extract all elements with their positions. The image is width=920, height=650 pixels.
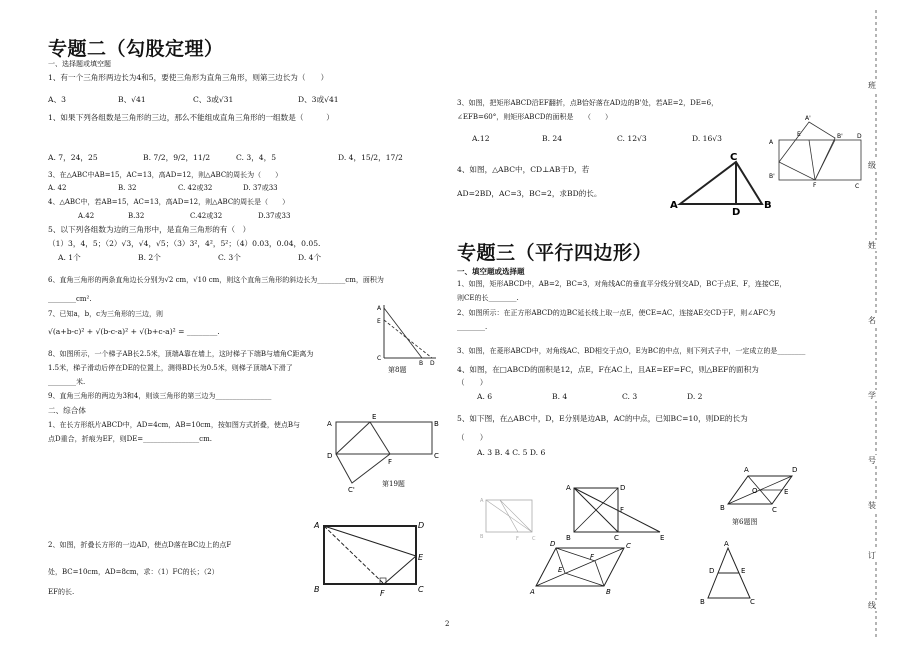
svg-text:E: E — [660, 534, 665, 542]
option: B. 32 — [118, 184, 137, 192]
svg-text:E: E — [558, 566, 563, 574]
left-q2: 1、如果下列各组数是三角形的三边，那么不能组成直角三角形的一组数是（ ） — [48, 113, 334, 122]
left-q6-second-line: ________cm². — [48, 295, 92, 303]
svg-text:A: A — [744, 466, 749, 474]
option: B.32 — [128, 212, 145, 220]
svg-text:D: D — [709, 567, 715, 575]
rhombus-figure — [720, 462, 804, 524]
option: B. 7/2，9/2，11/2 — [143, 153, 211, 162]
option: C. 3 — [622, 392, 638, 401]
svg-text:D: D — [430, 360, 435, 367]
right-p1-line1: 1、如图，矩形ABCD中，AB=2，BC=3，对角线AC的垂直平分线分别交AD，BC于点E、F，连接CE， — [457, 280, 787, 288]
fig8-caption: 第8题 — [388, 366, 407, 374]
svg-text:B': B' — [769, 173, 775, 180]
parallelogram-figure — [528, 540, 634, 594]
svg-text:F: F — [388, 458, 393, 466]
svg-text:E: E — [377, 318, 381, 325]
binding-char: 名 — [865, 315, 879, 326]
option: A. 1个 — [58, 253, 81, 262]
option: D. 16√3 — [692, 134, 722, 143]
option: A.12 — [472, 134, 490, 143]
left-c2-line2: 处，BC=10cm，AD=8cm，求：（1）FC的长；（2） — [48, 568, 219, 576]
left-q3: 3、在△ABC中AB=15，AC=13，高AD=12，则△ABC的周长为（ ） — [48, 171, 283, 179]
right-q4-line1: 4、如图，△ABC中，CD⊥AB于D，若 — [457, 165, 590, 174]
left-q6: 6、直角三角形的两条直角边长分别为√2 cm，√10 cm，则这个直角三角形的斜边长为________cm，面积为 — [48, 276, 384, 284]
svg-text:A: A — [530, 588, 535, 594]
svg-text:C: C — [626, 542, 631, 550]
right-p5-line1: 5、如下图，在△ABC中，D，E分别是边AB，AC的中点，已知BC=10，则DE的长为 — [457, 414, 748, 423]
left-c1-line1: 1、在长方形纸片ABCD中，AD=4cm，AB=10cm，按如图方式折叠，使点B与 — [48, 421, 300, 429]
svg-text:C: C — [730, 152, 738, 163]
binding-char: 装 — [865, 500, 879, 511]
right-section-1: 一、填空题或选择题 — [457, 267, 525, 276]
svg-text:A: A — [566, 484, 571, 492]
svg-text:F: F — [813, 182, 817, 189]
svg-text:B: B — [480, 534, 484, 540]
binding-char: 号 — [865, 455, 879, 466]
svg-text:E: E — [797, 131, 801, 138]
binding-char: 班 — [865, 80, 879, 91]
svg-text:D: D — [732, 207, 741, 216]
svg-text:E: E — [784, 488, 789, 496]
option: C.42或32 — [190, 212, 223, 220]
right-p2-line1: 2、如图所示：在正方形ABCD的边BC延长线上取一点E，使CE=AC，连接AE交CD于F，则∠AFC为 — [457, 309, 776, 317]
svg-text:F: F — [620, 506, 625, 514]
right-q4-line2: AD=2BD，AC=3，BC=2，求BD的长。 — [457, 189, 602, 198]
svg-text:C: C — [614, 534, 619, 542]
left-q5: 5、以下列各组数为边的三角形中，是直角三角形的有（ ） — [48, 225, 251, 234]
binding-char: 线 — [865, 600, 879, 611]
option: C. 42或32 — [178, 184, 213, 192]
svg-text:E: E — [418, 553, 424, 562]
left-page-title: 专题二（勾股定理） — [48, 38, 224, 60]
left-q7: 7、已知a，b，c为三角形的三边，则 — [48, 310, 164, 318]
left-q1: 1、有一个三角形两边长为4和5，要使三角形为直角三角形，则第三边长为（ ） — [48, 73, 329, 82]
svg-text:O: O — [752, 487, 758, 495]
page-number: 2 — [445, 620, 450, 628]
svg-text:B': B' — [837, 133, 843, 140]
svg-text:C: C — [750, 598, 755, 606]
svg-text:B: B — [700, 598, 705, 606]
faded-rectangle-figure — [480, 494, 540, 542]
option: D. 4，15/2，17/2 — [338, 153, 403, 162]
binding-char: 级 — [865, 160, 879, 171]
right-p4-line2: （ ） — [457, 378, 488, 387]
triangle-cd-figure — [668, 150, 778, 216]
svg-text:B: B — [566, 534, 571, 542]
svg-text:A': A' — [805, 115, 811, 122]
option: A. 7，24，25 — [48, 153, 98, 162]
svg-text:F: F — [590, 553, 595, 561]
option: D. 37或33 — [243, 184, 278, 192]
svg-text:B: B — [720, 504, 725, 512]
left-q9: 9、直角三角形的两边为3和4，则该三角形的第三边为________________ — [48, 392, 272, 400]
option: D、3或√41 — [298, 95, 339, 104]
option: B. 2个 — [138, 253, 161, 262]
svg-text:A: A — [769, 139, 774, 146]
left-q5-line: （1）3，4，5；（2）√3，√4，√5；（3）3²，4²，5²；（4）0.03，0.04，0.05. — [48, 239, 321, 248]
right-q3-line2: ∠EFB=60°，则矩形ABCD的面积是 （ ） — [457, 113, 613, 121]
svg-text:D: D — [418, 521, 425, 530]
svg-text:C: C — [772, 506, 777, 514]
option: C. 3个 — [218, 253, 241, 262]
fold-figure-adef — [310, 514, 430, 600]
svg-text:C: C — [434, 452, 439, 460]
left-q8-line2: 1.5米，梯子滑动后停在DE的位置上，测得BD长为0.5米，则梯子顶端A下滑了 — [48, 364, 293, 372]
option: A. 42 — [48, 184, 67, 192]
svg-text:B: B — [434, 420, 439, 428]
option: D. 4个 — [298, 253, 322, 262]
svg-text:A: A — [314, 521, 320, 530]
left-section-2: 二、综合体 — [48, 406, 86, 415]
binding-char: 姓 — [865, 240, 879, 251]
fig19-caption: 第19题 — [382, 480, 405, 488]
svg-text:B: B — [419, 360, 424, 367]
svg-text:A: A — [327, 420, 332, 428]
svg-text:F: F — [516, 536, 519, 542]
svg-text:C: C — [855, 183, 860, 190]
left-c1-line2: 点D重合，折痕为EF，则DE=________________cm. — [48, 435, 212, 443]
rectangle-fold-figure — [765, 112, 865, 194]
option: B. 4 — [552, 392, 568, 401]
left-q7-expression: √(a+b-c)² + √(b-c-a)² + √(b+c-a)² = ________. — [48, 327, 220, 336]
right-p4-line1: 4、如图，在□ABCD的面积是12，点E，F在AC上，且AE=EF=FC，则△BEF的面积为 — [457, 365, 759, 374]
left-q8-line3: ________米. — [48, 378, 86, 386]
option: C、3或√31 — [193, 95, 234, 104]
svg-text:D: D — [550, 540, 556, 548]
right-p2-line2: ________. — [457, 323, 488, 331]
svg-text:B: B — [606, 588, 611, 594]
svg-text:B: B — [314, 585, 320, 594]
option: D.37或33 — [258, 212, 291, 220]
svg-text:C: C — [377, 355, 382, 362]
ladder-figure — [374, 300, 444, 370]
right-p5-line2: （ ） — [457, 433, 488, 442]
svg-text:D: D — [327, 452, 333, 460]
right-p3: 3、如图，在菱形ABCD中，对角线AC、BD相交于点O，E为BC的中点，则下列式子中，一定成立的是________ — [457, 347, 806, 355]
left-c2-line3: EF的长. — [48, 588, 75, 596]
right-p1-line2: 则CE的长________. — [457, 294, 519, 302]
left-section-1: 一、选择题或填空题 — [48, 60, 111, 68]
svg-text:B: B — [764, 200, 772, 211]
svg-text:D: D — [620, 484, 626, 492]
svg-text:D: D — [857, 133, 862, 140]
left-c2-line1: 2、如图，折叠长方形的一边AD，使点D落在BC边上的点F — [48, 541, 232, 549]
right-q3-line1: 3、如图，把矩形ABCD沿EF翻折，点B恰好落在AD边的B'处，若AE=2，DE=6， — [457, 99, 719, 107]
svg-text:C: C — [532, 536, 536, 542]
option: D. 2 — [687, 392, 703, 401]
option: A.42 — [78, 212, 95, 220]
svg-text:A: A — [724, 540, 729, 548]
binding-char: 学 — [865, 390, 879, 401]
option: B、√41 — [118, 95, 146, 104]
svg-text:E: E — [372, 413, 377, 421]
option: A、3 — [48, 95, 66, 104]
svg-text:A: A — [480, 498, 484, 504]
option: C. 12√3 — [617, 134, 647, 143]
right-page-title: 专题三（平行四边形） — [457, 242, 653, 264]
option: A. 6 — [477, 392, 493, 401]
midline-triangle-figure — [696, 540, 760, 608]
left-q8-line1: 8、如图所示，一个梯子AB长2.5米，顶端A靠在墙上，这时梯子下端B与墙角C距离为 — [48, 350, 314, 358]
right-p5-options: A. 3 B. 4 C. 5 D. 6 — [477, 448, 546, 457]
svg-text:A: A — [670, 200, 678, 211]
svg-text:C: C — [418, 585, 424, 594]
svg-text:E: E — [741, 567, 746, 575]
fig6-caption: 第6题图 — [732, 518, 758, 526]
left-q4: 4、△ABC中，若AB=15，AC=13，高AD=12，则△ABC的周长是（ ） — [48, 198, 290, 206]
option: C. 3，4，5 — [236, 153, 277, 162]
option: B. 24 — [542, 134, 563, 143]
svg-text:A: A — [377, 305, 382, 312]
svg-text:C': C' — [348, 486, 355, 494]
svg-text:F: F — [380, 589, 385, 598]
binding-char: 订 — [865, 550, 879, 561]
svg-text:D: D — [792, 466, 798, 474]
square-extension-figure — [562, 482, 670, 544]
